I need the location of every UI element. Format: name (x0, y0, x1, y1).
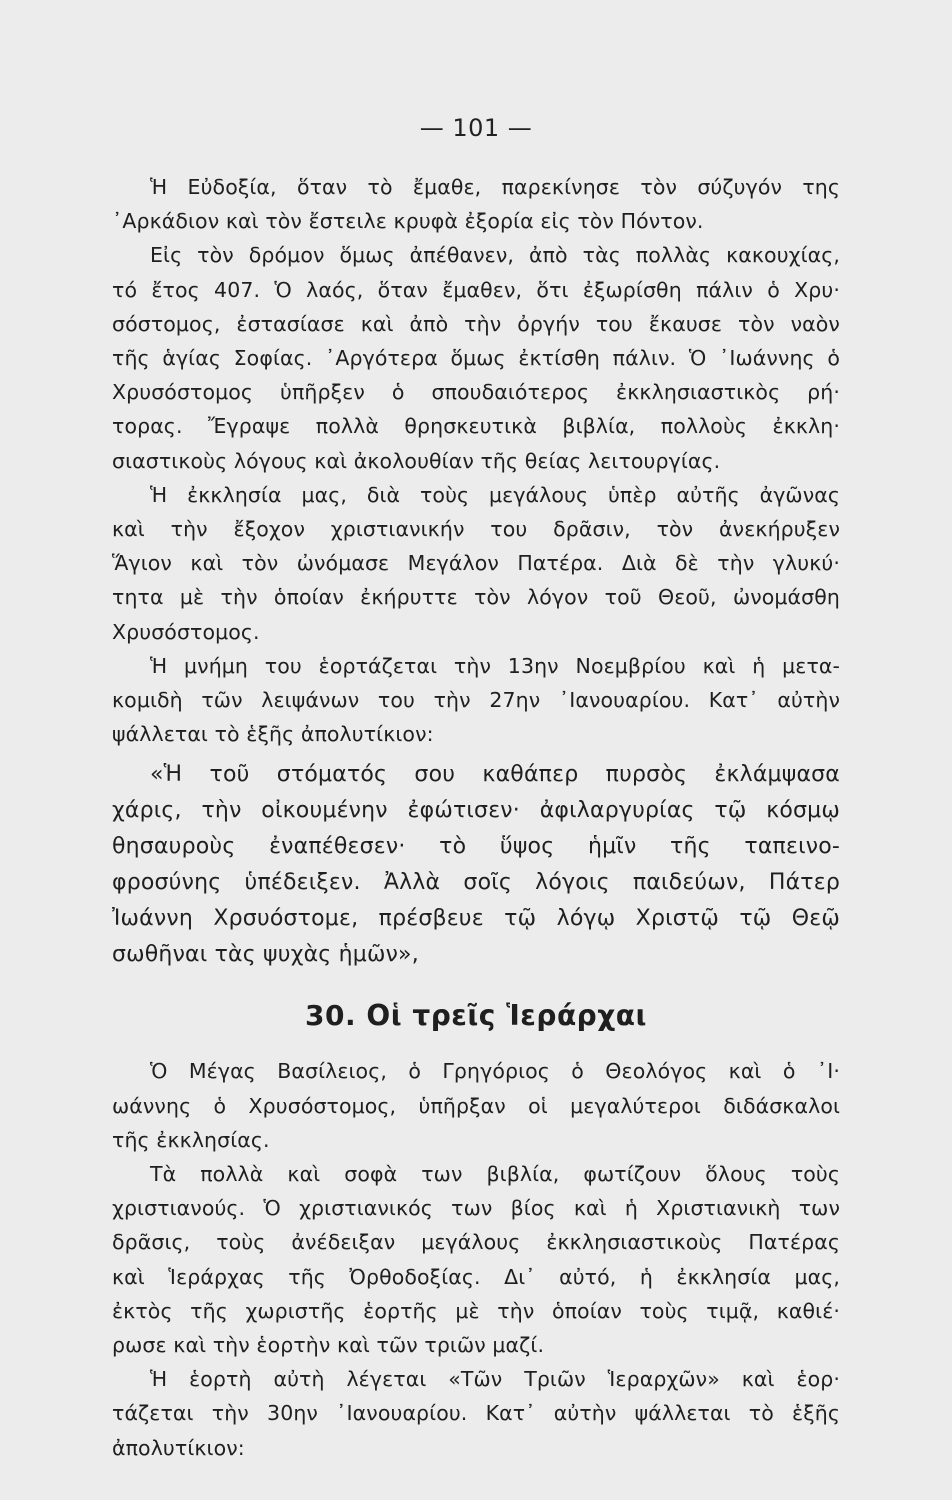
hymn-line: φροσύνης ὑπέδειξεν. Ἀλλὰ σοῖς λόγοις παιδεύων, Πάτερ (112, 870, 840, 896)
text-line: δρᾶσις, τοὺς ἀνέδειξαν μεγάλους ἐκκλησιαστικοὺς Πατέρας (112, 1230, 840, 1255)
hymn-line: «Ἡ τοῦ στόματός σου καθάπερ πυρσὸς ἐκλάμψασα (150, 762, 840, 788)
text-line: Εἰς τὸν δρόμον ὅμως ἀπέθανεν, ἀπὸ τὰς πολλὰς κακουχίας, (150, 243, 840, 268)
hymn-line: σωθῆναι τὰς ψυχὰς ἡμῶν», (112, 942, 419, 968)
text-line: Ἡ μνήμη του ἑορτάζεται τὴν 13ην Νοεμβρίου καὶ ἡ μετα- (150, 653, 840, 678)
paragraph-eudoxia (112, 170, 840, 238)
text-line: καὶ Ἱεράρχας τῆς Ὀρθοδοξίας. Δι᾿ αὐτό, ἡ ἐκκλησία μας, (112, 1264, 840, 1289)
text-line: Ἡ Εὐδοξία, ὅταν τὸ ἔμαθε, παρεκίνησε τὸν σύζυγόν της (150, 175, 840, 199)
text-line: ἀπολυτίκιον: (112, 1435, 245, 1460)
text-line: κομιδὴ τῶν λειψάνων του τὴν 27ην ᾿Ιανουαρίου. Κατ᾿ αὐτὴν (112, 688, 840, 713)
apolytikion-hymn (112, 757, 840, 973)
text-line: χριστιανούς. Ὁ χριστιανικός των βίος καὶ ἡ Χριστιανικὴ των (112, 1196, 840, 1221)
section-heading: 30. Οἱ τρεῖς Ἱεράρχαι (305, 999, 647, 1033)
text-line: Χρυσόστομος ὑπῆρξεν ὁ σπουδαιότερος ἐκκλησιαστικὸς ρή· (112, 380, 840, 405)
text-line: καὶ τὴν ἔξοχον χριστιανικήν του δρᾶσιν, τὸν ἀνεκήρυξεν (112, 517, 840, 542)
text-line: Τὰ πολλὰ καὶ σοφὰ των βιβλία, φωτίζουν ὅλους τοὺς (150, 1162, 840, 1187)
text-line: σιαστικοὺς λόγους καὶ ἀκολουθίαν τῆς θείας λειτουργίας. (112, 448, 721, 473)
text-line: τό ἔτος 407. Ὁ λαός, ὅταν ἔμαθεν, ὅτι ἐξωρίσθη πάλιν ὁ Χρυ· (112, 277, 840, 302)
paragraph-exile-death (112, 238, 840, 477)
text-line: ρωσε καὶ τὴν ἑορτὴν καὶ τῶν τριῶν μαζί. (112, 1333, 545, 1358)
text-line: Ἅγιον καὶ τὸν ὠνόμασε Μεγάλον Πατέρα. Διὰ δὲ τὴν γλυκύ· (112, 551, 840, 576)
paragraph-memory (112, 649, 840, 752)
paragraph-feast (112, 1362, 840, 1465)
text-line: ἐκτὸς τῆς χωριστῆς ἑορτῆς μὲ τὴν ὁποίαν τοὺς τιμᾷ, καθιέ· (112, 1298, 840, 1323)
hymn-line: χάρις, τὴν οἰκουμένην ἐφώτισεν· ἀφιλαργυρίας τῷ κόσμῳ (112, 798, 840, 824)
paragraph-three-hierarchs (112, 1054, 840, 1157)
text-line: Ἡ ἑορτὴ αὐτὴ λέγεται «Τῶν Τριῶν Ἱεραρχῶν» καὶ ἑορ· (150, 1367, 840, 1392)
text-line: ᾿Αρκάδιον καὶ τὸν ἔστειλε κρυφὰ ἐξορία εἰς τὸν Πόντον. (112, 209, 704, 234)
hymn-line: θησαυροὺς ἐναπέθεσεν· τὸ ὕψος ἡμῖν τῆς ταπεινο- (112, 834, 840, 860)
text-line: τῆς ἁγίας Σοφίας. ᾿Αργότερα ὅμως ἐκτίσθη πάλιν. Ὁ ᾿Ιωάννης ὁ (112, 346, 840, 371)
text-line: τητα μὲ τὴν ὁποίαν ἐκήρυττε τὸν λόγον τοῦ Θεοῦ, ὠνομάσθη (112, 585, 840, 610)
text-line: σόστομος, ἐστασίασε καὶ ἀπὸ τὴν ὀργήν του ἔκαυσε τὸν ναὸν (112, 311, 840, 336)
text-line: τορας. Ἔγραψε πολλὰ θρησκευτικὰ βιβλία, πολλοὺς ἐκκλη· (112, 414, 840, 439)
text-line: ωάννης ὁ Χρυσόστομος, ὑπῆρξαν οἱ μεγαλύτεροι διδάσκαλοι (112, 1093, 840, 1118)
text-line: Χρυσόστομος. (112, 619, 260, 644)
paragraph-books (112, 1157, 840, 1362)
text-line: Ἡ ἐκκλησία μας, διὰ τοὺς μεγάλους ὑπὲρ αὐτῆς ἀγῶνας (150, 482, 840, 507)
text-line: Ὁ Μέγας Βασίλειος, ὁ Γρηγόριος ὁ Θεολόγος καὶ ὁ ᾿Ι· (150, 1059, 840, 1084)
hymn-line: Ἰωάννη Χρσυόστομε, πρέσβευε τῷ λόγῳ Χριστῷ τῷ Θεῷ (112, 906, 840, 932)
text-line: τάζεται τὴν 30ην ᾿Ιανουαρίου. Κατ᾿ αὐτὴν ψάλλεται τὸ ἑξῆς (112, 1401, 840, 1426)
text-line: ψάλλεται τὸ ἑξῆς ἀπολυτίκιον: (112, 722, 434, 747)
paragraph-church-honor (112, 478, 840, 649)
text-line: τῆς ἐκκλησίας. (112, 1127, 270, 1152)
page-number: — 101 — (419, 114, 533, 142)
